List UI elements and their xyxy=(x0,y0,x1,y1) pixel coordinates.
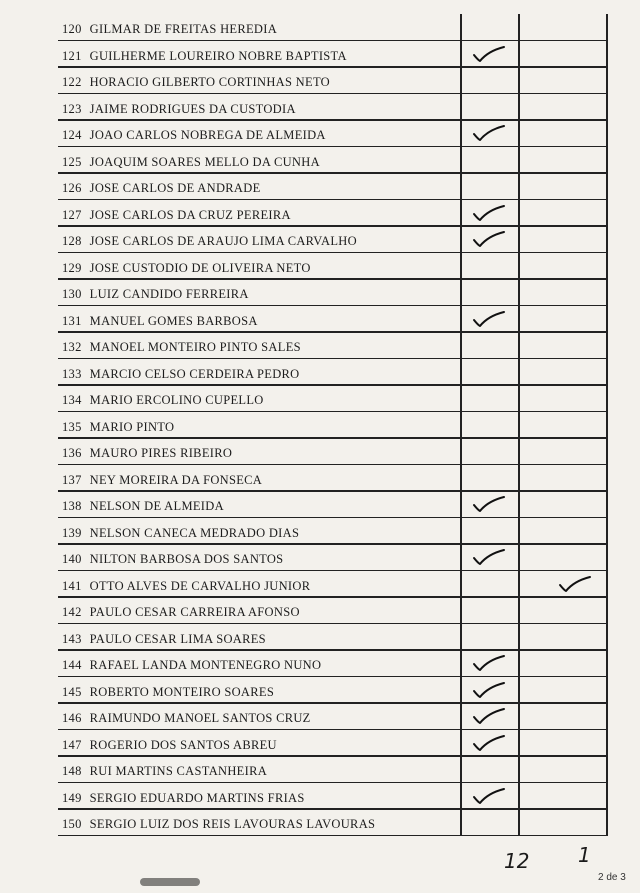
row-underline xyxy=(58,676,606,678)
roster-row xyxy=(62,102,296,116)
row-underline xyxy=(58,384,606,386)
checkmark-icon xyxy=(470,705,510,727)
row-name: JAIME RODRIGUES DA CUSTODIA xyxy=(89,101,296,116)
row-number: 139 xyxy=(62,525,82,540)
roster-row xyxy=(62,526,299,540)
row-number: 125 xyxy=(62,154,82,169)
roster-row xyxy=(62,181,261,195)
row-underline xyxy=(58,782,606,784)
row-number: 136 xyxy=(62,446,82,460)
row-name: SERGIO EDUARDO MARTINS FRIAS xyxy=(89,790,305,805)
roster-row xyxy=(62,287,249,301)
roster-row xyxy=(62,314,258,328)
roster-row xyxy=(62,340,301,354)
row-number: 121 xyxy=(62,48,82,63)
row-number: 131 xyxy=(62,313,82,328)
row-underline xyxy=(58,649,606,651)
row-number: 150 xyxy=(62,817,82,831)
row-underline xyxy=(58,490,606,492)
row-number: 133 xyxy=(62,366,82,381)
row-number: 149 xyxy=(62,790,82,805)
row-number: 122 xyxy=(62,75,82,89)
row-number: 140 xyxy=(62,552,82,566)
row-number: 129 xyxy=(62,260,82,275)
row-name: MARIO ERCOLINO CUPELLO xyxy=(89,393,264,407)
row-number: 120 xyxy=(62,22,82,36)
roster-row xyxy=(62,764,267,778)
checkmark-icon xyxy=(470,546,510,568)
checkmark-icon xyxy=(470,785,510,807)
row-name: SERGIO LUIZ DOS REIS LAVOURAS LAVOURAS xyxy=(89,817,376,831)
roster-row xyxy=(62,473,262,487)
row-name: HORACIO GILBERTO CORTINHAS NETO xyxy=(89,75,330,89)
roster-row xyxy=(62,658,321,672)
row-name: MARIO PINTO xyxy=(89,419,175,434)
row-name: RAFAEL LANDA MONTENEGRO NUNO xyxy=(89,658,322,672)
row-underline xyxy=(58,119,606,121)
row-name: ROBERTO MONTEIRO SOARES xyxy=(89,684,275,699)
checkmark-icon xyxy=(470,679,510,701)
row-number: 141 xyxy=(62,578,82,593)
column-divider-middle xyxy=(518,14,520,836)
row-name: RAIMUNDO MANOEL SANTOS CRUZ xyxy=(89,711,311,725)
row-name: MAURO PIRES RIBEIRO xyxy=(89,446,233,460)
row-underline xyxy=(58,411,606,413)
roster-row xyxy=(62,632,266,646)
roster-row xyxy=(62,208,291,222)
row-number: 145 xyxy=(62,684,82,699)
row-number: 135 xyxy=(62,419,82,434)
roster-row xyxy=(62,367,300,381)
checkmark-icon xyxy=(470,308,510,330)
row-name: RUI MARTINS CASTANHEIRA xyxy=(89,764,268,778)
row-underline xyxy=(58,225,606,227)
row-name: PAULO CESAR CARREIRA AFONSO xyxy=(89,605,300,619)
ink-smudge xyxy=(140,878,200,886)
row-number: 148 xyxy=(62,764,82,778)
roster-row xyxy=(62,685,274,699)
roster-row xyxy=(62,499,224,513)
row-name: NILTON BARBOSA DOS SANTOS xyxy=(89,552,284,566)
row-name: OTTO ALVES DE CARVALHO JUNIOR xyxy=(89,578,311,593)
roster-row xyxy=(62,420,174,434)
row-name: LUIZ CANDIDO FERREIRA xyxy=(89,287,249,301)
row-number: 123 xyxy=(62,101,82,116)
row-name: NELSON CANECA MEDRADO DIAS xyxy=(89,525,300,540)
row-name: JOSE CUSTODIO DE OLIVEIRA NETO xyxy=(89,260,311,275)
roster-row xyxy=(62,128,326,142)
row-name: PAULO CESAR LIMA SOARES xyxy=(89,631,266,646)
row-underline xyxy=(58,331,606,333)
row-underline xyxy=(58,278,606,280)
row-number: 138 xyxy=(62,499,82,513)
checkmark-icon xyxy=(470,122,510,144)
checkmark-icon xyxy=(470,652,510,674)
checkmark-icon xyxy=(556,573,596,595)
row-underline xyxy=(58,40,606,42)
row-name: GILMAR DE FREITAS HEREDIA xyxy=(89,22,278,36)
row-underline xyxy=(58,702,606,704)
row-underline xyxy=(58,146,606,148)
roster-row xyxy=(62,261,311,275)
total-column-2: 1 xyxy=(578,843,591,867)
row-name: NEY MOREIRA DA FONSECA xyxy=(89,472,263,487)
row-underline xyxy=(58,305,606,307)
row-underline xyxy=(58,93,606,95)
row-underline xyxy=(58,623,606,625)
row-number: 124 xyxy=(62,128,82,142)
row-number: 132 xyxy=(62,340,82,354)
row-name: MANOEL MONTEIRO PINTO SALES xyxy=(89,340,301,354)
roster-row xyxy=(62,393,264,407)
row-underline xyxy=(58,596,606,598)
row-underline xyxy=(58,172,606,174)
roster-row xyxy=(62,711,311,725)
row-underline xyxy=(58,252,606,254)
row-underline xyxy=(58,437,606,439)
row-name: JOSE CARLOS DA CRUZ PEREIRA xyxy=(89,207,291,222)
roster-row xyxy=(62,738,277,752)
roster-row xyxy=(62,791,305,805)
roster-row xyxy=(62,155,320,169)
checkmark-icon xyxy=(470,202,510,224)
row-underline xyxy=(58,543,606,545)
row-underline xyxy=(58,755,606,757)
row-underline xyxy=(58,808,606,810)
roster-row xyxy=(62,234,357,248)
roster-row xyxy=(62,579,310,593)
row-underline xyxy=(58,570,606,572)
checkmark-icon xyxy=(470,43,510,65)
column-divider-right xyxy=(606,14,608,836)
total-column-1: 12 xyxy=(504,849,530,873)
checkmark-icon xyxy=(470,493,510,515)
row-number: 142 xyxy=(62,605,82,619)
roster-row xyxy=(62,75,330,89)
row-name: MARCIO CELSO CERDEIRA PEDRO xyxy=(89,366,300,381)
roster-row xyxy=(62,817,375,831)
row-name: JOAQUIM SOARES MELLO DA CUNHA xyxy=(89,154,320,169)
row-underline xyxy=(58,464,606,466)
row-name: ROGERIO DOS SANTOS ABREU xyxy=(89,737,277,752)
page-number: 2 de 3 xyxy=(598,872,626,883)
column-divider-left xyxy=(460,14,462,836)
row-number: 128 xyxy=(62,234,82,248)
checkmark-icon xyxy=(470,228,510,250)
roster-row xyxy=(62,446,232,460)
row-underline xyxy=(58,729,606,731)
roster-row xyxy=(62,605,300,619)
row-number: 137 xyxy=(62,472,82,487)
row-name: MANUEL GOMES BARBOSA xyxy=(89,313,258,328)
row-number: 144 xyxy=(62,658,82,672)
roster-row xyxy=(62,49,347,63)
row-underline xyxy=(58,835,606,837)
row-number: 147 xyxy=(62,737,82,752)
row-underline xyxy=(58,517,606,519)
row-name: JOSE CARLOS DE ARAUJO LIMA CARVALHO xyxy=(89,234,357,248)
row-number: 146 xyxy=(62,711,82,725)
roster-row xyxy=(62,552,283,566)
row-number: 127 xyxy=(62,207,82,222)
row-name: JOSE CARLOS DE ANDRADE xyxy=(89,181,261,195)
row-underline xyxy=(58,66,606,68)
row-underline xyxy=(58,358,606,360)
row-name: JOAO CARLOS NOBREGA DE ALMEIDA xyxy=(89,128,326,142)
checkmark-icon xyxy=(470,732,510,754)
row-number: 130 xyxy=(62,287,82,301)
row-number: 143 xyxy=(62,631,82,646)
row-name: NELSON DE ALMEIDA xyxy=(89,499,224,513)
row-number: 126 xyxy=(62,181,82,195)
row-number: 134 xyxy=(62,393,82,407)
row-underline xyxy=(58,199,606,201)
row-name: GUILHERME LOUREIRO NOBRE BAPTISTA xyxy=(89,48,347,63)
roster-row xyxy=(62,22,277,36)
